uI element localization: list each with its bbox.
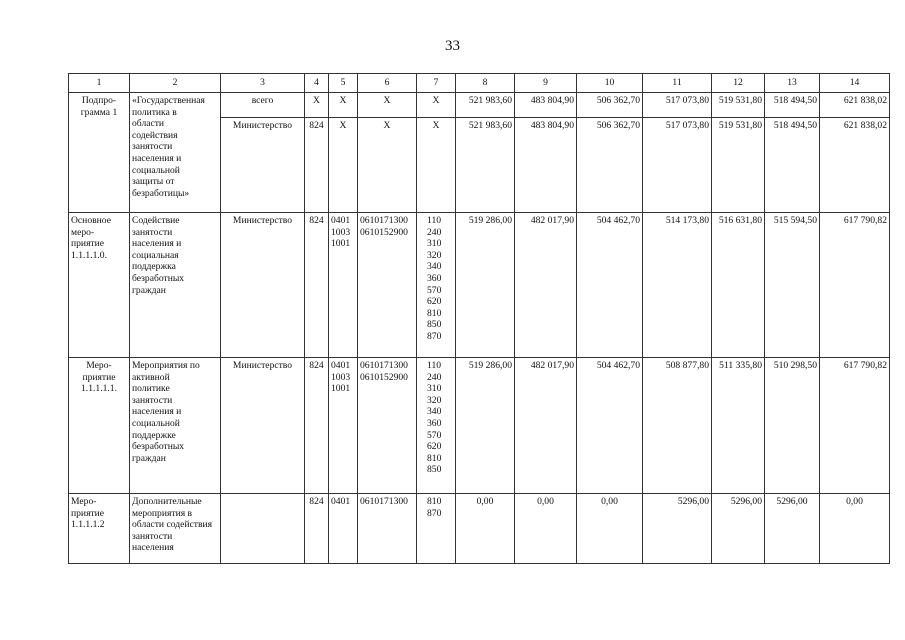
value-cell: 504 462,70 — [577, 358, 643, 494]
value-cell: 5296,00 — [643, 494, 712, 564]
value-cell: 0,00 — [456, 494, 515, 564]
csr-cell: X — [358, 118, 417, 213]
value-cell: 517 073,80 — [643, 118, 712, 213]
header-cell: 4 — [305, 74, 329, 93]
status-cell: Меро- приятие 1.1.1.1.2 — [69, 494, 130, 564]
value-cell: 0,00 — [820, 494, 890, 564]
value-cell: 519 531,80 — [712, 93, 765, 118]
grbs-cell: 824 — [305, 213, 329, 358]
value-cell: 521 983,60 — [456, 118, 515, 213]
csr-cell: X — [358, 93, 417, 118]
header-cell: 8 — [456, 74, 515, 93]
value-cell: 482 017,90 — [515, 213, 577, 358]
value-cell: 508 877,80 — [643, 358, 712, 494]
value-cell: 504 462,70 — [577, 213, 643, 358]
status-cell: Меро- приятие 1.1.1.1.1. — [69, 358, 130, 494]
value-cell: 510 298,50 — [765, 358, 820, 494]
vr-cell: 110 240 310 320 340 360 570 620 810 850 870 — [417, 213, 456, 358]
header-cell: 7 — [417, 74, 456, 93]
value-cell: 483 804,90 — [515, 118, 577, 213]
budget-table — [68, 73, 890, 564]
vr-cell: 110 240 310 320 340 360 570 620 810 850 — [417, 358, 456, 494]
status-cell: Подпро- грамма 1 — [69, 93, 130, 213]
value-cell: 617 790,82 — [820, 213, 890, 358]
header-cell: 9 — [515, 74, 577, 93]
name-cell: Дополнительные мероприятия в области содействия занятости населения — [130, 494, 221, 564]
header-cell: 6 — [358, 74, 417, 93]
executor-cell: всего — [221, 93, 305, 118]
value-cell: 519 531,80 — [712, 118, 765, 213]
value-cell: 621 838,02 — [820, 118, 890, 213]
csr-cell: 0610171300 0610152900 — [358, 358, 417, 494]
value-cell: 617 790,82 — [820, 358, 890, 494]
grbs-cell: X — [305, 93, 329, 118]
page-number: 33 — [445, 38, 460, 54]
header-cell: 2 — [130, 74, 221, 93]
rzpr-cell: 0401 — [329, 494, 358, 564]
header-cell: 10 — [577, 74, 643, 93]
header-cell: 13 — [765, 74, 820, 93]
executor-cell — [221, 494, 305, 564]
executor-cell: Министерство — [221, 118, 305, 213]
executor-cell: Министерство — [221, 358, 305, 494]
rzpr-cell: X — [329, 93, 358, 118]
table-row — [69, 93, 890, 118]
name-cell: Содействие занятости населения и социальная поддержка безработных граждан — [130, 213, 221, 358]
csr-cell: 0610171300 0610152900 — [358, 213, 417, 358]
name-cell: «Государственная политика в области содействия занятости населения и социальной защиты от безработицы» — [130, 93, 221, 213]
vr-cell: X — [417, 93, 456, 118]
rzpr-cell: 0401 1003 1001 — [329, 213, 358, 358]
status-cell: Основное меро- приятие 1.1.1.1.0. — [69, 213, 130, 358]
value-cell: 5296,00 — [765, 494, 820, 564]
header-cell: 5 — [329, 74, 358, 93]
csr-cell: 0610171300 — [358, 494, 417, 564]
grbs-cell: 824 — [305, 358, 329, 494]
value-cell: 515 594,50 — [765, 213, 820, 358]
vr-cell: 810 870 — [417, 494, 456, 564]
header-cell: 1 — [69, 74, 130, 93]
table-row — [69, 358, 890, 494]
value-cell: 506 362,70 — [577, 93, 643, 118]
value-cell: 519 286,00 — [456, 358, 515, 494]
value-cell: 518 494,50 — [765, 93, 820, 118]
value-cell: 516 631,80 — [712, 213, 765, 358]
value-cell: 5296,00 — [712, 494, 765, 564]
header-cell: 11 — [643, 74, 712, 93]
table-row — [69, 494, 890, 564]
value-cell: 621 838,02 — [820, 93, 890, 118]
value-cell: 517 073,80 — [643, 93, 712, 118]
grbs-cell: 824 — [305, 494, 329, 564]
header-cell: 12 — [712, 74, 765, 93]
rzpr-cell: 0401 1003 1001 — [329, 358, 358, 494]
value-cell: 482 017,90 — [515, 358, 577, 494]
header-cell: 3 — [221, 74, 305, 93]
value-cell: 0,00 — [577, 494, 643, 564]
header-cell: 14 — [820, 74, 890, 93]
value-cell: 483 804,90 — [515, 93, 577, 118]
executor-cell: Министерство — [221, 213, 305, 358]
table-row — [69, 213, 890, 358]
name-cell: Мероприятия по активной политике занятости населения и социальной поддержке безработных граждан — [130, 358, 221, 494]
value-cell: 0,00 — [515, 494, 577, 564]
value-cell: 521 983,60 — [456, 93, 515, 118]
rzpr-cell: X — [329, 118, 358, 213]
value-cell: 506 362,70 — [577, 118, 643, 213]
value-cell: 511 335,80 — [712, 358, 765, 494]
value-cell: 514 173,80 — [643, 213, 712, 358]
grbs-cell: 824 — [305, 118, 329, 213]
value-cell: 519 286,00 — [456, 213, 515, 358]
header-row — [69, 74, 890, 93]
value-cell: 518 494,50 — [765, 118, 820, 213]
vr-cell: X — [417, 118, 456, 213]
